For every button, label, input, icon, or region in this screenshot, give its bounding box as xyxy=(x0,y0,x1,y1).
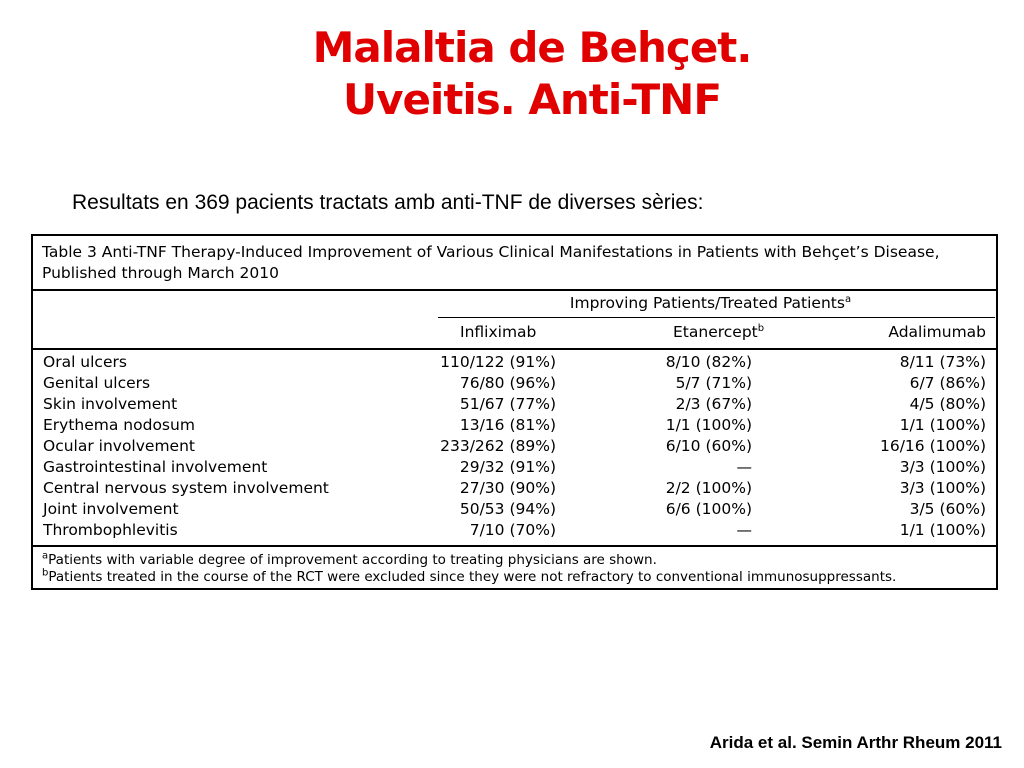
cell-adalimumab: 4/5 (80%) xyxy=(909,395,986,413)
slide-subtitle: Resultats en 369 pacients tractats amb anti-TNF de diverses sèries: xyxy=(72,191,704,214)
column-group-header xyxy=(438,294,983,312)
cell-infliximab: 76/80 (96%) xyxy=(459,374,556,392)
slide-title xyxy=(0,22,1024,126)
cell-infliximab: 7/10 (70%) xyxy=(469,521,556,539)
row-label: Gastrointestinal involvement xyxy=(43,458,268,476)
footnote-b-mark: b xyxy=(42,567,49,579)
cell-etanercept: 2/2 (100%) xyxy=(665,479,752,497)
table-footnotes xyxy=(42,552,896,586)
table-row xyxy=(33,499,996,520)
row-label: Oral ulcers xyxy=(43,353,127,371)
table-row xyxy=(33,415,996,436)
cell-etanercept: 2/3 (67%) xyxy=(675,395,752,413)
table-caption xyxy=(42,242,940,284)
table-row xyxy=(33,520,996,541)
footnote-a xyxy=(42,552,896,569)
cell-infliximab: 29/32 (91%) xyxy=(459,458,556,476)
row-label: Erythema nodosum xyxy=(43,416,195,434)
table-row xyxy=(33,478,996,499)
footnote-b-marker: b xyxy=(757,322,765,334)
footnote-a-marker: a xyxy=(844,293,852,305)
footer-divider xyxy=(33,545,996,547)
cell-adalimumab: 3/5 (60%) xyxy=(909,500,986,518)
title-line-2: Uveitis. Anti-TNF xyxy=(342,75,722,124)
table-row xyxy=(33,436,996,457)
cell-adalimumab: 3/3 (100%) xyxy=(899,479,986,497)
cell-infliximab: 50/53 (94%) xyxy=(459,500,556,518)
footnote-b xyxy=(42,569,896,586)
cell-adalimumab: 8/11 (73%) xyxy=(899,353,986,371)
cell-etanercept: 5/7 (71%) xyxy=(675,374,752,392)
cell-infliximab: 13/16 (81%) xyxy=(459,416,556,434)
table-row xyxy=(33,352,996,373)
cell-etanercept: 6/10 (60%) xyxy=(665,437,752,455)
cell-infliximab: 27/30 (90%) xyxy=(459,479,556,497)
table-row xyxy=(33,373,996,394)
cell-etanercept: 1/1 (100%) xyxy=(665,416,752,434)
group-header-underline xyxy=(438,317,995,318)
column-header-etanercept-text: Etanercept xyxy=(673,323,758,341)
results-table xyxy=(31,234,998,590)
footnote-a-mark: a xyxy=(42,550,49,562)
cell-infliximab: 110/122 (91%) xyxy=(440,353,556,371)
cell-adalimumab: 6/7 (86%) xyxy=(909,374,986,392)
table-row xyxy=(33,457,996,478)
cell-adalimumab: 16/16 (100%) xyxy=(879,437,986,455)
title-line-1: Malaltia de Behçet. xyxy=(312,23,752,72)
cell-adalimumab: 1/1 (100%) xyxy=(899,416,986,434)
cell-etanercept: 6/6 (100%) xyxy=(665,500,752,518)
column-header-etanercept xyxy=(673,323,764,341)
column-group-header-text: Improving Patients/Treated Patients xyxy=(569,294,845,312)
table-row xyxy=(33,394,996,415)
cell-infliximab: 51/67 (77%) xyxy=(459,395,556,413)
table-caption-line-2: Published through March 2010 xyxy=(42,264,280,282)
cell-adalimumab: 1/1 (100%) xyxy=(899,521,986,539)
row-label: Joint involvement xyxy=(43,500,179,518)
cell-etanercept: — xyxy=(736,458,752,476)
cell-adalimumab: 3/3 (100%) xyxy=(899,458,986,476)
row-label: Genital ulcers xyxy=(43,374,151,392)
column-header-infliximab: Infliximab xyxy=(460,323,537,341)
table-caption-line-1: Table 3 Anti-TNF Therapy-Induced Improvement of Various Clinical Manifestations in Patients with Behçet’s Disease, xyxy=(42,243,940,261)
row-label: Thrombophlevitis xyxy=(43,521,178,539)
row-label: Skin involvement xyxy=(43,395,178,413)
header-divider xyxy=(33,348,996,350)
citation: Arida et al. Semin Arthr Rheum 2011 xyxy=(709,733,1002,752)
footnote-b-text: Patients treated in the course of the RCT were excluded since they were not refractory to conventional immunosuppressants. xyxy=(48,569,897,585)
column-header-adalimumab: Adalimumab xyxy=(888,323,986,341)
table-body xyxy=(33,352,996,541)
cell-etanercept: — xyxy=(736,521,752,539)
cell-etanercept: 8/10 (82%) xyxy=(665,353,752,371)
caption-divider xyxy=(33,289,996,291)
cell-infliximab: 233/262 (89%) xyxy=(440,437,556,455)
row-label: Ocular involvement xyxy=(43,437,195,455)
footnote-a-text: Patients with variable degree of improvement according to treating physicians are shown. xyxy=(48,552,657,568)
row-label: Central nervous system involvement xyxy=(43,479,329,497)
